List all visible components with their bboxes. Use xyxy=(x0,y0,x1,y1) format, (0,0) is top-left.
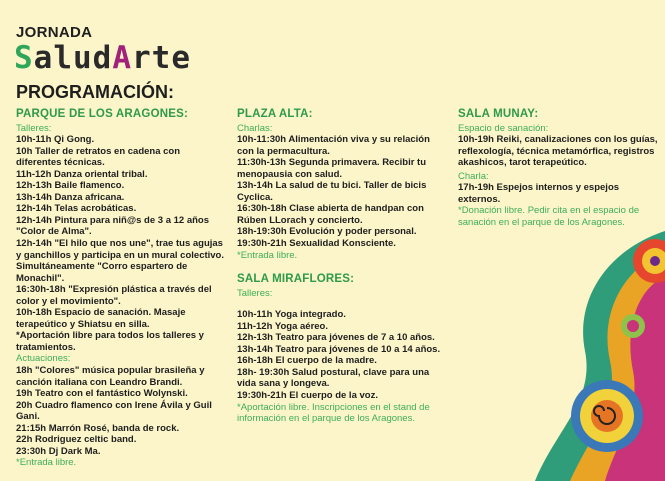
decorative-mandala-illustration xyxy=(515,231,665,481)
schedule-entry: 12h-13h Teatro para jóvenes de 7 a 10 años. xyxy=(237,332,435,344)
note: *Entrada libre. xyxy=(237,249,298,261)
event-label: JORNADA xyxy=(16,24,93,41)
schedule-entry: 10h-19h Reiki, canalizaciones con los guías, reflexología, técnica metamórfica, registros akashicos, tarot terapeútico. xyxy=(458,134,658,169)
schedule-entry: 18h- 19:30h Salud postural, clave para una vida sana y longeva. xyxy=(237,366,430,390)
mandala-circle xyxy=(627,320,639,332)
schedule-entry: 12h-14h Pintura para niñ@s de 3 a 12 años "Color de Alma". xyxy=(16,214,209,238)
schedule-entry: 22h Rodriguez celtic band. xyxy=(16,434,137,446)
section-sala-miraflores xyxy=(237,274,442,425)
schedule-entry: 19h Teatro con el fantástico Wolynski. xyxy=(16,388,188,400)
schedule-entry: 20h Cuadro flamenco con Irene Ávila y Guil Gani. xyxy=(16,399,212,423)
saludarte-logo: SaludArte xyxy=(14,40,191,76)
schedule-entry: 10h-11h Yoga integrado. xyxy=(237,309,346,321)
schedule-entry: 10h-11h Qi Gong. xyxy=(16,134,95,146)
section-sala-munay xyxy=(458,109,658,228)
subsection-label: Actuaciones: xyxy=(16,353,71,365)
subsection-label: Espacio de sanación: xyxy=(458,122,549,134)
schedule-entry: 10h-11:30h Alimentación viva y su relación con la permacultura. xyxy=(237,134,430,157)
note: *Entrada libre. xyxy=(16,457,77,469)
subsection-label: Charlas: xyxy=(237,122,273,134)
schedule-entry: 10h-18h Espacio de sanación. Masaje terapeútico y Shiatsu en silla. xyxy=(16,307,186,330)
subsection-label: Talleres: xyxy=(237,287,273,299)
schedule-entry: 11h-12h Yoga aéreo. xyxy=(237,320,328,332)
schedule-entry: 21:15h Marrón Rosé, banda de rock. xyxy=(16,422,180,434)
schedule-entry: 16h-18h El cuerpo de la madre. xyxy=(237,355,377,367)
schedule-entry: 19:30h-21h Sexualidad Konsciente. xyxy=(237,238,396,250)
section-title: PLAZA ALTA: xyxy=(237,108,313,120)
section-plaza-alta xyxy=(237,109,442,425)
schedule-entry: 13h-14h Danza africana. xyxy=(16,191,125,203)
note: *Aportación libre. Inscripciones en el stand de información en el parque de los Aragones. xyxy=(237,401,430,425)
schedule-entry: 12h-14h Telas acrobáticas. xyxy=(16,203,137,215)
schedule-entry: 13h-14h Teatro para jóvenes de 10 a 14 años. xyxy=(237,343,441,355)
section-parque-aragones xyxy=(16,109,226,469)
page-title: PROGRAMACIÓN: xyxy=(16,82,174,102)
schedule-entry: 18h "Colores" música popular brasileña y canción italiana con Leandro Brandi. xyxy=(16,365,205,388)
mandala-circle xyxy=(650,256,660,266)
schedule-entry: 18h-19:30h Evolución y poder personal. xyxy=(237,226,417,238)
section-title: PARQUE DE LOS ARAGONES: xyxy=(16,108,189,120)
subsection-label: Talleres: xyxy=(16,122,52,134)
schedule-entry: 23:30h Dj Dark Ma. xyxy=(16,445,101,457)
schedule-entry: 16:30h-18h Clase abierta de handpan con Rúben LLorach y concierto. xyxy=(237,203,424,226)
schedule-entry: 10h Taller de retratos en cadena con diferentes técnicas. xyxy=(16,145,181,169)
schedule-entry: 11:30h-13h Segunda primavera. Recibir tu menopausia con salud. xyxy=(237,157,427,180)
schedule-entry: 17h-19h Espejos internos y espejos externos. xyxy=(458,182,620,205)
section-title: SALA MIRAFLORES: xyxy=(237,273,355,286)
schedule-entry: 12h-14h "El hilo que nos une", trae tus agujas y ganchillos y participa en un mural colectivo. Simultáneamente "Corro espartero de Monachil". xyxy=(16,238,225,284)
schedule-entry: 11h-12h Danza oriental tribal. xyxy=(16,168,148,180)
schedule-entry: 19:30h-21h El cuerpo de la voz. xyxy=(237,390,378,402)
schedule-entry: *Aportación libre para todos los talleres y tratamientos. xyxy=(16,330,204,353)
section-title: SALA MUNAY: xyxy=(458,108,539,120)
schedule-entry: 16:30h-18h "Expresión plástica a través del color y el movimiento". xyxy=(16,284,212,307)
schedule-entry: 13h-14h La salud de tu bici. Taller de bicis Cyclica. xyxy=(237,180,427,203)
schedule-entry: 12h-13h Baile flamenco. xyxy=(16,180,125,192)
subsection-label: Charla: xyxy=(458,170,489,182)
note: *Donación libre. Pedir cita en el espacio de sanación en el parque de los Aragones. xyxy=(458,205,640,228)
